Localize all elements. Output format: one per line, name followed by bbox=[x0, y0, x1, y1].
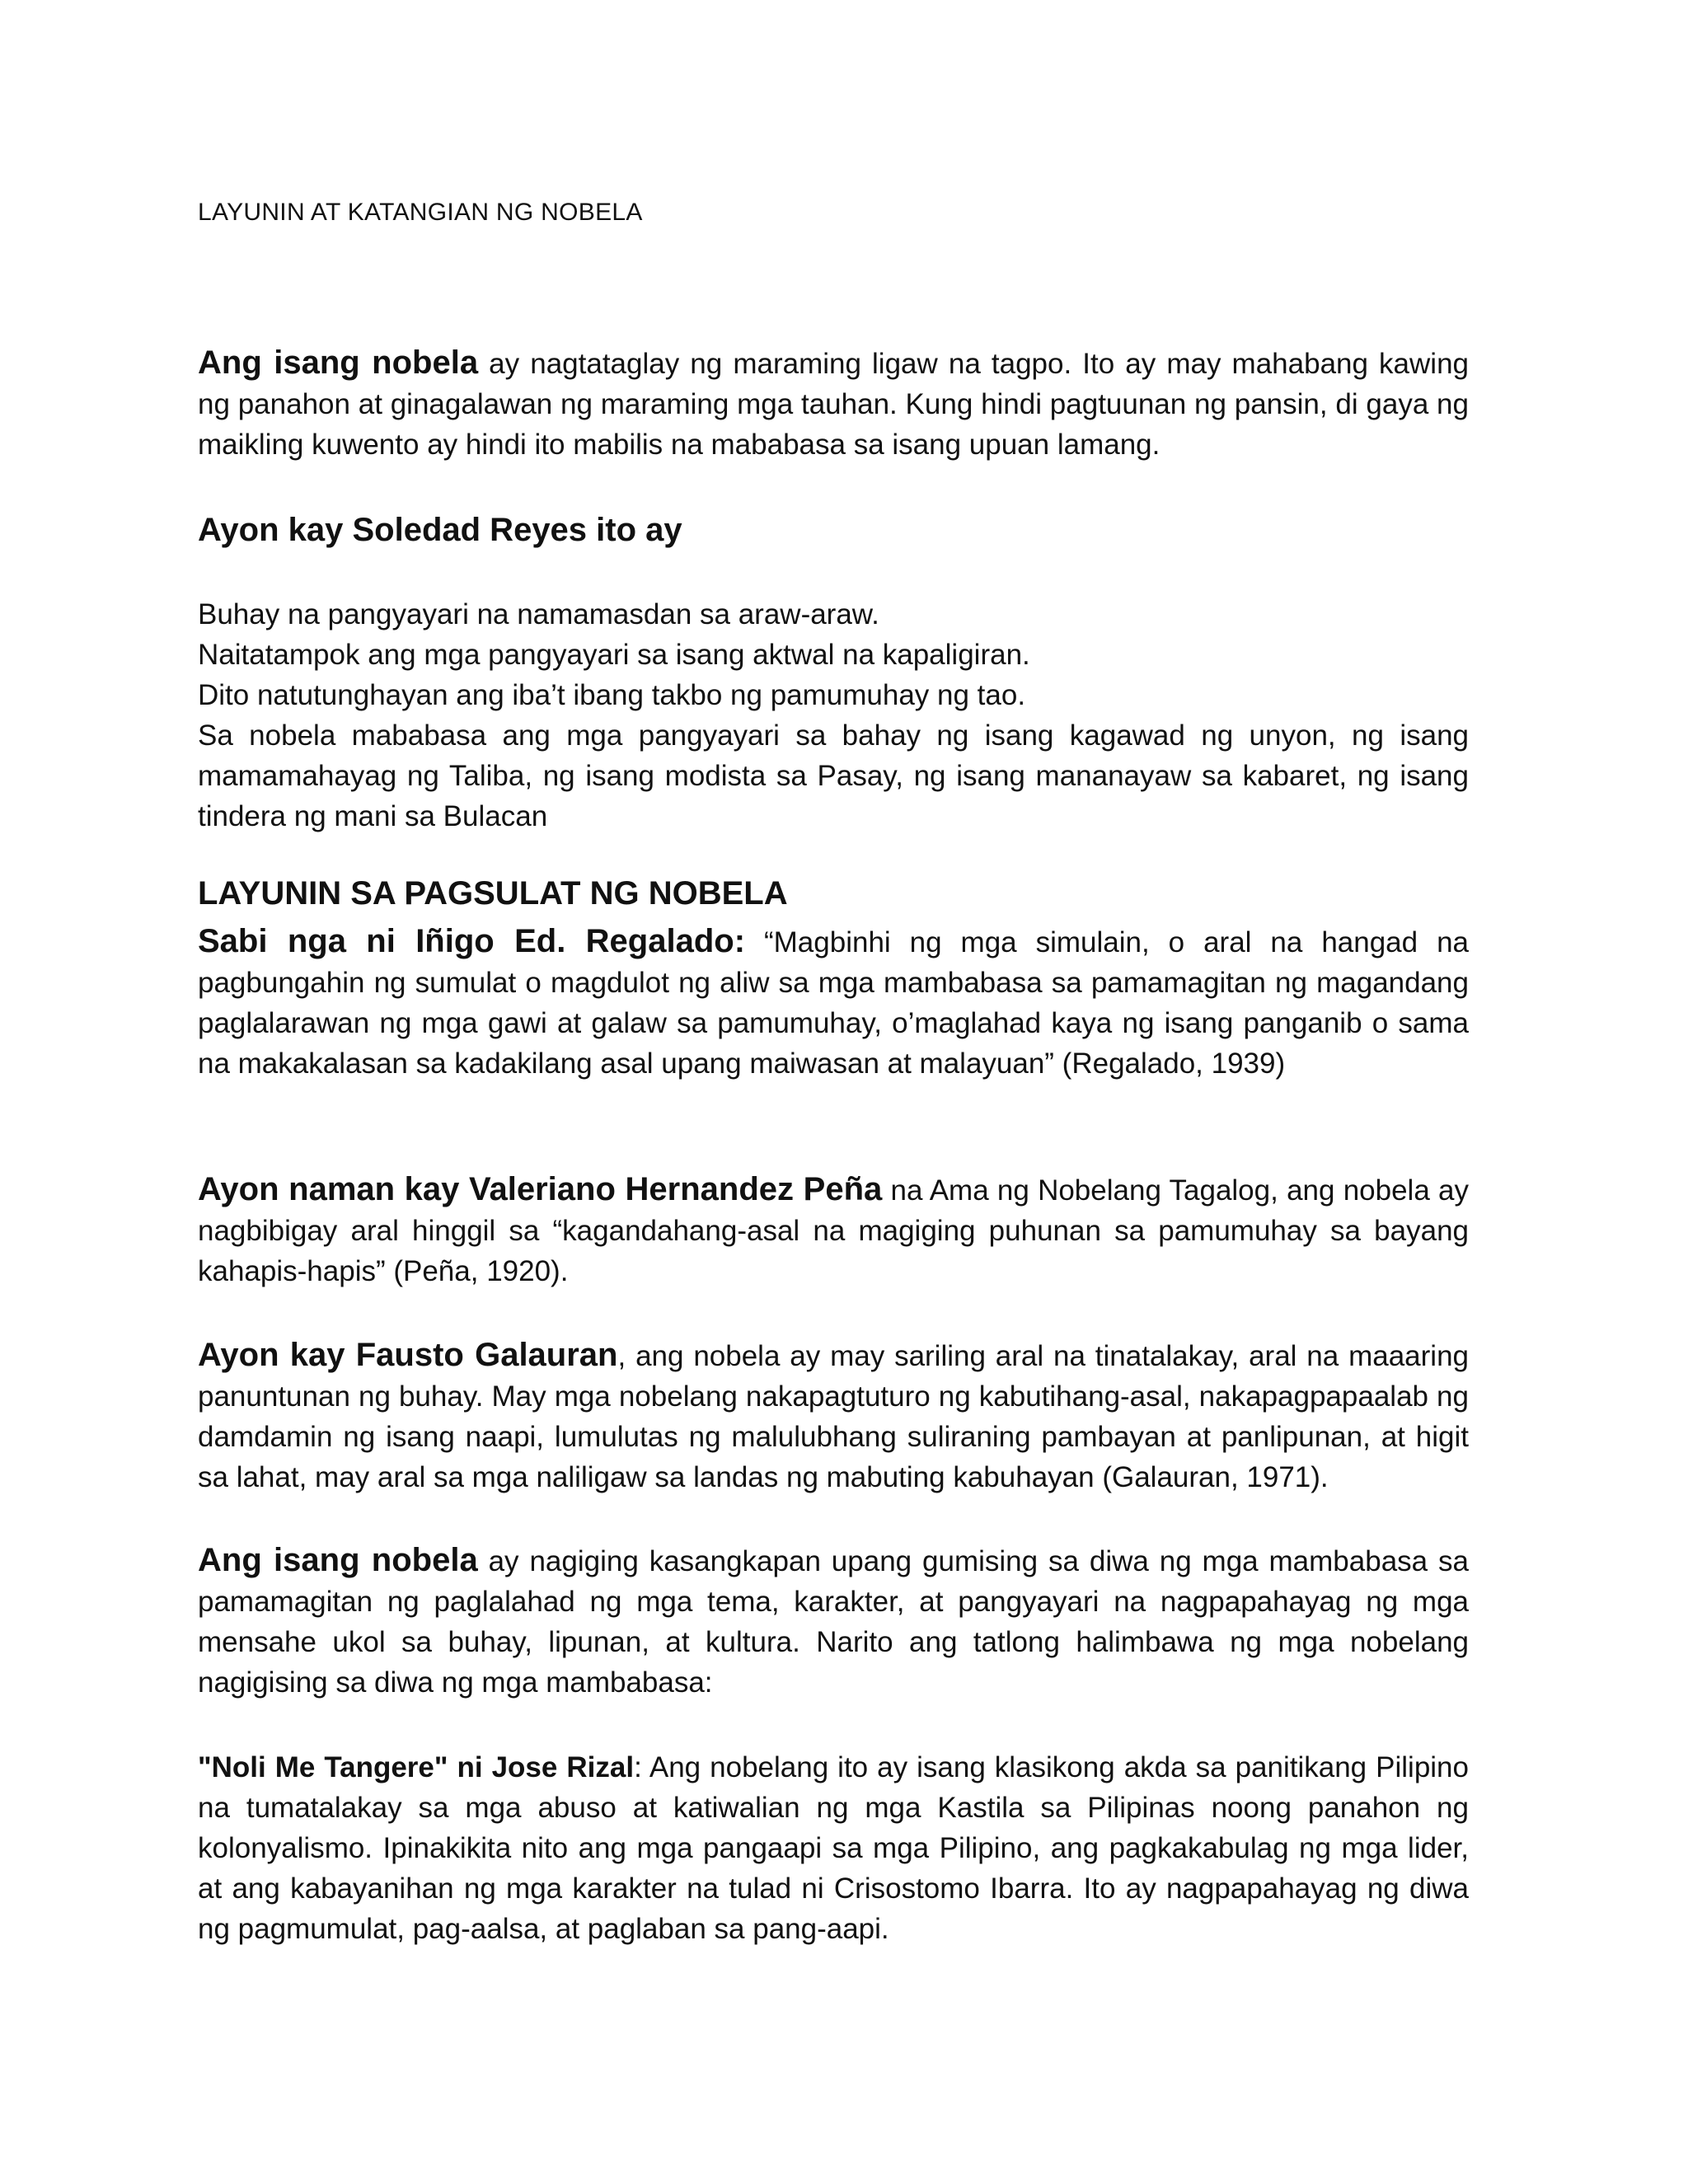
pena-paragraph bbox=[198, 1169, 1469, 1291]
galauran-lead: Ayon kay Fausto Galauran bbox=[198, 1337, 618, 1373]
noli-lead: "Noli Me Tangere" ni Jose Rizal bbox=[198, 1751, 635, 1783]
gumising-lead: Ang isang nobela bbox=[198, 1542, 478, 1578]
intro-text: ay nagtataglay ng maraming ligaw na tagpo. Ito ay may mahabang kawing ng panahon at ginagalawan ng maraming mga tauhan. Kung hindi pagtuunan ng pansin, di gaya ng maikling kuwento ay hindi ito mabilis na mababasa sa isang upuan lamang. bbox=[198, 348, 1470, 461]
reyes-line-3: Dito natutunghayan ang iba’t ibang takbo ng pamumuhay ng tao. bbox=[198, 679, 1026, 711]
pena-text: na Ama ng Nobelang Tagalog, ang nobela ay nagbibigay aral hinggil sa “kagandahang-asal na magiging puhunan sa pamumuhay sa bayang kahapis-hapis” (Peña, 1920). bbox=[198, 1174, 1469, 1287]
gumising-paragraph bbox=[198, 1540, 1469, 1703]
reyes-line-1: Buhay na pangyayari na namamasdan sa araw-araw. bbox=[198, 598, 879, 630]
heading-layunin: LAYUNIN SA PAGSULAT NG NOBELA bbox=[198, 875, 788, 912]
noli-paragraph bbox=[198, 1747, 1469, 1949]
regalado-lead: Sabi nga ni Iñigo Ed. Regalado: bbox=[198, 923, 746, 959]
heading-soledad-reyes: Ayon kay Soledad Reyes ito ay bbox=[198, 512, 682, 548]
reyes-line-2: Naitatampok ang mga pangyayari sa isang aktwal na kapaligiran. bbox=[198, 639, 1030, 671]
galauran-text: , ang nobela ay may sariling aral na tinatalakay, aral na maaaring panuntunan ng buhay. May mga nobelang nakapagtuturo ng kabutihang-asal, nakapagpapaalab ng damdamin ng isang naapi, lumulutas ng malulubhang suliraning pambayan at panlipunan, at higit sa lahat, may aral sa mga naliligaw sa landas ng mabuting kabuhayan (Galauran, 1971). bbox=[198, 1340, 1470, 1493]
intro-paragraph bbox=[198, 343, 1469, 465]
galauran-paragraph bbox=[198, 1335, 1469, 1497]
document-title: LAYUNIN AT KATANGIAN NG NOBELA bbox=[198, 199, 643, 226]
regalado-text: “Magbinhi ng mga simulain, o aral na hangad na pagbungahin ng sumulat o magdulot ng aliw sa mga mambabasa sa pamamagitan ng magandang paglalarawan ng mga gawi at galaw sa pamumuhay, o’maglahad kaya ng isang panganib o sama na makakalasan sa kadakilang asal upang maiwasan at malayuan” (Regalado, 1939) bbox=[198, 926, 1470, 1080]
reyes-paragraph: Sa nobela mababasa ang mga pangyayari sa bahay ng isang kagawad ng unyon, ng isang mamamahayag ng Taliba, ng isang modista sa Pasay, ng isang mananayaw sa kabaret, ng isang tindera ng mani sa Bulacan bbox=[198, 719, 1469, 832]
noli-text: : Ang nobelang ito ay isang klasikong akda sa panitikang Pilipino na tumatalakay sa mga abuso at katiwalian ng mga Kastila sa Pilipinas noong panahon ng kolonyalismo. Ipinakikita nito ang mga pangaapi sa mga Pilipino, ang pagkakabulag ng mga lider, at ang kabayanihan ng mga karakter na tulad ni Crisostomo Ibarra. Ito ay nagpapahayag ng diwa ng pagmumulat, pag-aalsa, at paglaban sa pang-aapi. bbox=[198, 1751, 1469, 1945]
regalado-paragraph bbox=[198, 921, 1469, 1084]
intro-lead: Ang isang nobela bbox=[198, 344, 479, 381]
pena-lead: Ayon naman kay Valeriano Hernandez Peña bbox=[198, 1171, 883, 1207]
gumising-text: ay nagiging kasangkapan upang gumising sa diwa ng mga mambabasa sa pamamagitan ng paglalahad ng mga tema, karakter, at pangyayari na nagpapahayag ng mga mensahe ukol sa buhay, lipunan, at kultura. Narito ang tatlong halimbawa ng mga nobelang nagigising sa diwa ng mga mambabasa: bbox=[198, 1545, 1469, 1699]
